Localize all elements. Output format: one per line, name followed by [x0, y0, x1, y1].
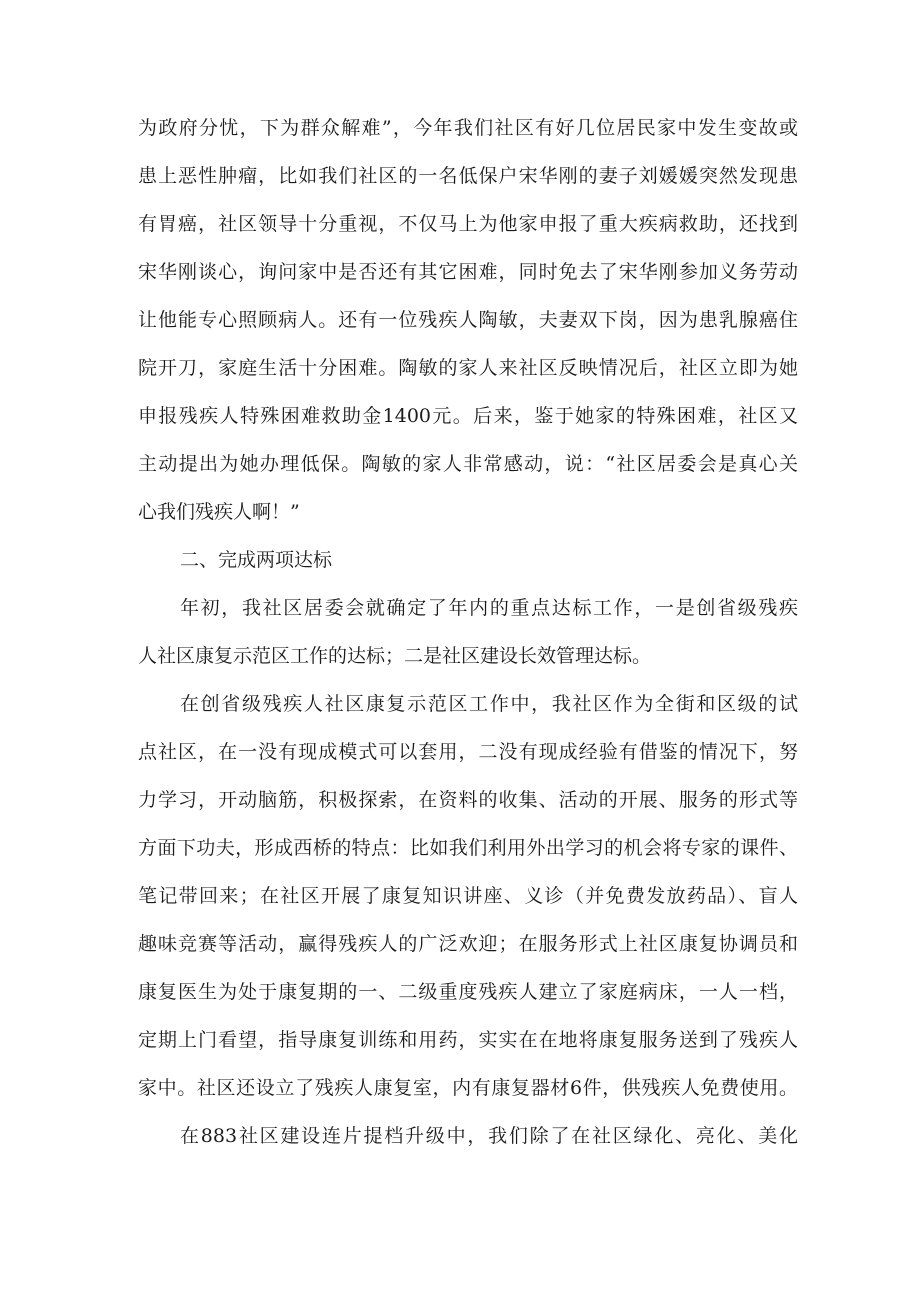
paragraph-line: 申报残疾人特殊困难救助金1400元。后来，鉴于她家的特殊困难，社区又: [138, 405, 798, 427]
paragraph-line: 定期上门看望，指导康复训练和用药，实实在在地将康复服务送到了残疾人: [138, 1029, 798, 1051]
paragraph-line: 心我们残疾人啊！”: [138, 501, 300, 523]
paragraph-line: 宋华刚谈心，询问家中是否还有其它困难，同时免去了宋华刚参加义务劳动: [138, 261, 798, 283]
paragraph-line: 院开刀，家庭生活十分困难。陶敏的家人来社区反映情况后，社区立即为她: [138, 357, 798, 379]
paragraph-line: 为政府分忧，下为群众解难”，今年我们社区有好几位居民家中发生变故或: [138, 117, 798, 139]
paragraph-line: 趣味竞赛等活动，赢得残疾人的广泛欢迎；在服务形式上社区康复协调员和: [138, 933, 798, 955]
paragraph-line: 有胃癌，社区领导十分重视，不仅马上为他家申报了重大疾病救助，还找到: [138, 213, 798, 235]
paragraph-line: 让他能专心照顾病人。还有一位残疾人陶敏，夫妻双下岗，因为患乳腺癌住: [138, 309, 798, 331]
paragraph-line: 在883社区建设连片提档升级中，我们除了在社区绿化、亮化、美化: [180, 1125, 798, 1147]
paragraph-line: 家中。社区还设立了残疾人康复室，内有康复器材6件，供残疾人免费使用。: [138, 1077, 798, 1099]
paragraph-line: 方面下功夫，形成西桥的特点：比如我们利用外出学习的机会将专家的课件、: [138, 837, 798, 859]
paragraph-line: 人社区康复示范区工作的达标；二是社区建设长效管理达标。: [138, 645, 652, 667]
paragraph-line: 力学习，开动脑筋，积极探索，在资料的收集、活动的开展、服务的形式等: [138, 789, 798, 811]
paragraph-line: 康复医生为处于康复期的一、二级重度残疾人建立了家庭病床，一人一档，: [138, 981, 798, 1003]
paragraph-line: 年初，我社区居委会就确定了年内的重点达标工作，一是创省级残疾: [180, 597, 798, 619]
paragraph-line: 笔记带回来；在社区开展了康复知识讲座、义诊（并免费发放药品）、盲人: [138, 885, 798, 907]
document-body: [138, 104, 798, 1160]
paragraph-line: 主动提出为她办理低保。陶敏的家人非常感动，说：“社区居委会是真心关: [138, 453, 798, 475]
paragraph-line: 点社区，在一没有现成模式可以套用，二没有现成经验有借鉴的情况下，努: [138, 741, 798, 763]
section-heading: 二、完成两项达标: [180, 549, 333, 571]
paragraph-line: 患上恶性肿瘤，比如我们社区的一名低保户宋华刚的妻子刘媛媛突然发现患: [138, 165, 798, 187]
paragraph-line: 在创省级残疾人社区康复示范区工作中，我社区作为全街和区级的试: [180, 693, 798, 715]
